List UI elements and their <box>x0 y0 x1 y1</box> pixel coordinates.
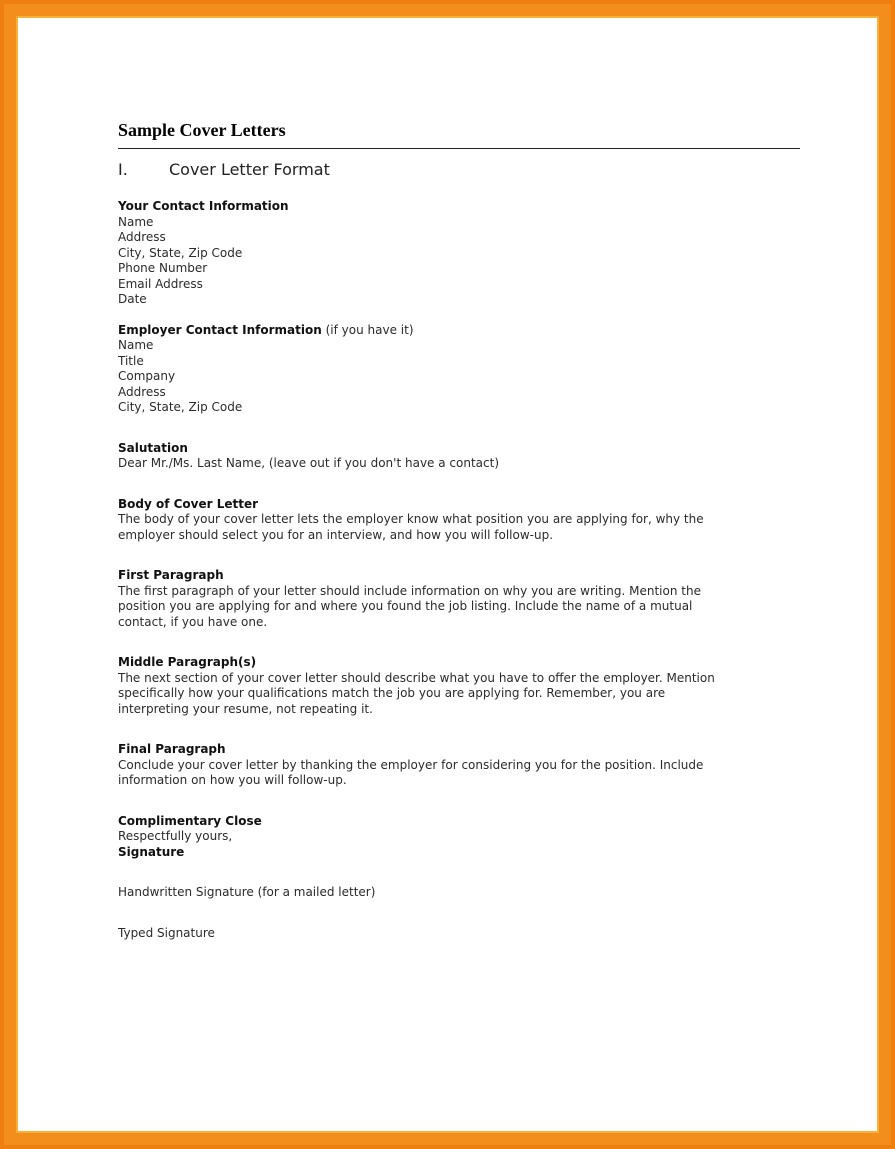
body-heading: Body of Cover Letter <box>118 496 259 511</box>
final-paragraph-block <box>118 742 800 789</box>
contact-line: Email Address <box>118 276 203 291</box>
contact-line: Address <box>118 230 166 244</box>
section-title: Cover Letter Format <box>169 160 330 179</box>
first-paragraph-line: position you are applying for and where you found the job listing. Include the name of a mutual <box>118 599 693 613</box>
handwritten-signature: Handwritten Signature (for a mailed letter) <box>118 885 376 899</box>
employer-heading: Employer Contact Information <box>118 322 322 337</box>
page-title: Sample Cover Letters <box>118 120 286 140</box>
middle-paragraph-block <box>118 655 800 717</box>
signature-heading: Signature <box>118 844 185 859</box>
contact-line: Name <box>118 214 154 229</box>
handwritten-signature-block <box>118 885 800 901</box>
body-block <box>118 497 800 544</box>
salutation-heading: Salutation <box>118 440 188 455</box>
first-paragraph-heading: First Paragraph <box>118 568 224 582</box>
close-block <box>118 814 800 861</box>
typed-signature-block <box>118 926 800 942</box>
final-paragraph-line: Conclude your cover letter by thanking the employer for considering you for the position. Include <box>118 757 704 772</box>
close-heading: Complimentary Close <box>118 813 262 828</box>
contact-line: Phone Number <box>118 261 208 275</box>
first-paragraph-line: The first paragraph of your letter should include information on why you are writing. Mention the <box>118 583 701 598</box>
contact-heading: Your Contact Information <box>118 199 289 213</box>
salutation-block <box>118 441 800 472</box>
section-number: I. <box>118 160 128 179</box>
title-divider <box>118 148 800 149</box>
final-paragraph-heading: Final Paragraph <box>118 742 226 756</box>
contact-line: City, State, Zip Code <box>118 245 243 260</box>
employer-line: City, State, Zip Code <box>118 400 243 414</box>
employer-line: Address <box>118 384 166 399</box>
middle-paragraph-line: The next section of your cover letter should describe what you have to offer the employer. Mention <box>118 670 715 685</box>
typed-signature: Typed Signature <box>118 925 215 940</box>
middle-paragraph-line: interpreting your resume, not repeating it. <box>118 701 373 716</box>
salutation-text: Dear Mr./Ms. Last Name, (leave out if you don't have a contact) <box>118 456 499 470</box>
close-text: Respectfully yours, <box>118 829 233 843</box>
employer-line: Title <box>118 353 144 368</box>
document-page <box>118 118 800 941</box>
body-line: The body of your cover letter lets the employer know what position you are applying for, why the <box>118 512 704 526</box>
middle-paragraph-line: specifically how your qualifications match the job you are applying for. Remember, you are <box>118 686 666 700</box>
middle-paragraph-heading: Middle Paragraph(s) <box>118 655 257 669</box>
employer-line: Name <box>118 338 154 352</box>
contact-block <box>118 199 800 308</box>
first-paragraph-line: contact, if you have one. <box>118 614 268 629</box>
first-paragraph-block <box>118 568 800 630</box>
final-paragraph-line: information on how you will follow-up. <box>118 773 347 787</box>
contact-line: Date <box>118 292 147 306</box>
section-heading <box>118 159 800 181</box>
body-line: employer should select you for an interview, and how you will follow-up. <box>118 527 554 542</box>
employer-note: (if you have it) <box>325 322 414 337</box>
employer-block <box>118 323 800 416</box>
employer-line: Company <box>118 369 176 383</box>
